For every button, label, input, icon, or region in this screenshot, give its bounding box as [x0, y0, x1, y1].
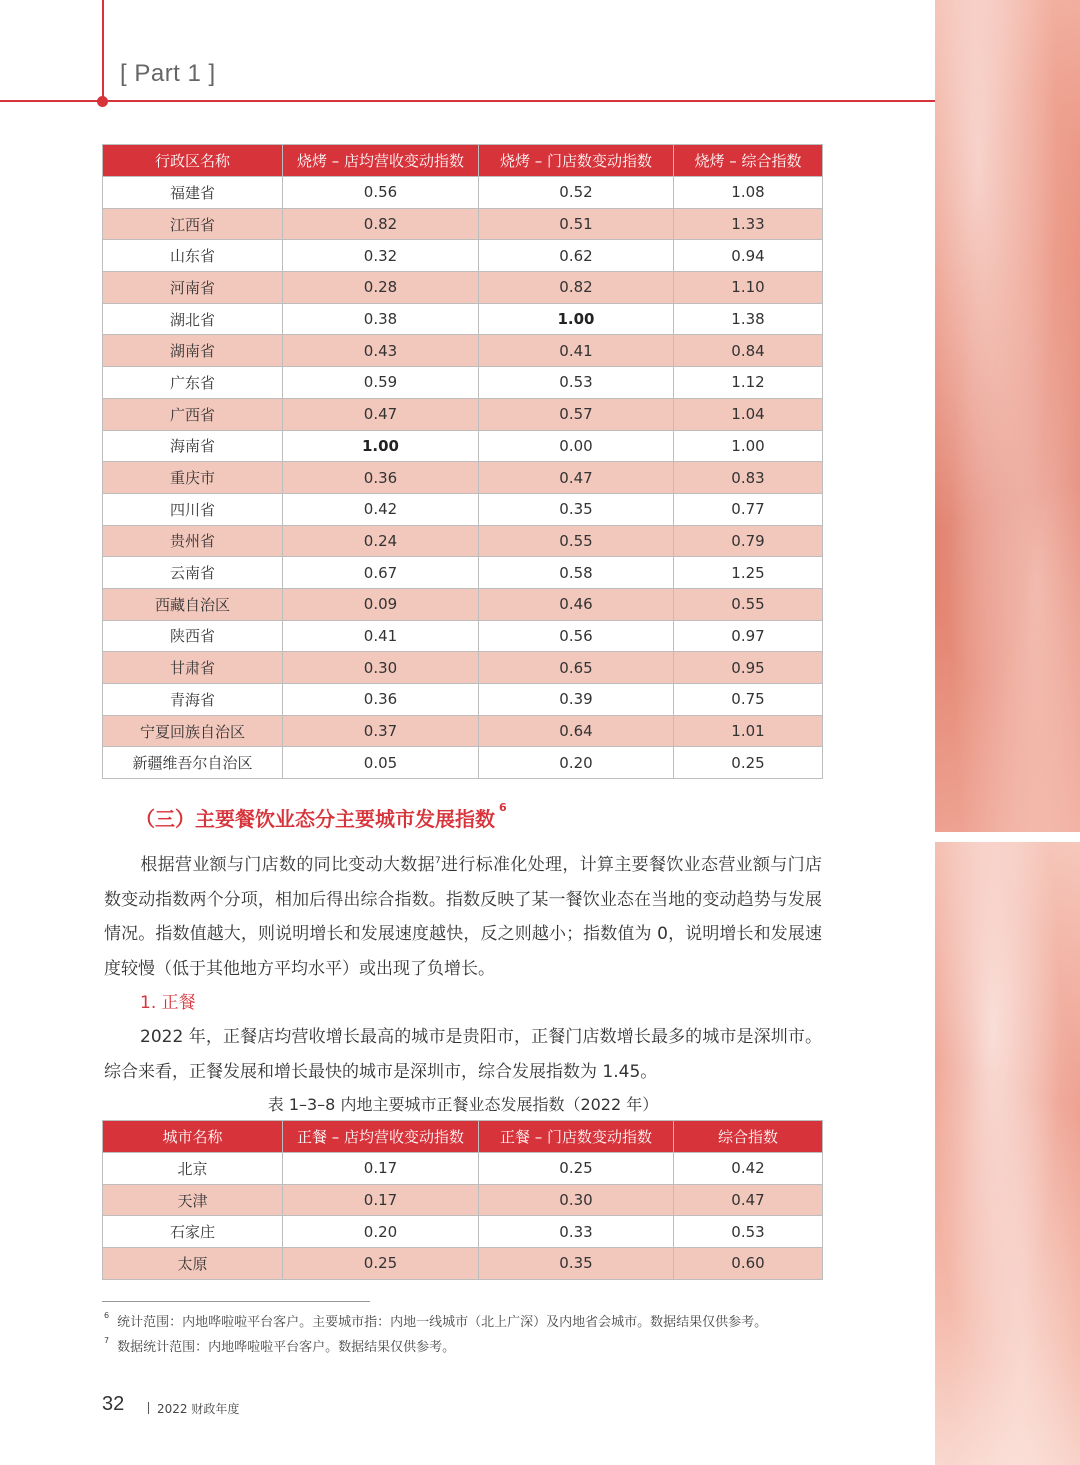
table-row — [103, 1184, 823, 1216]
value-cell: 0.42 — [283, 493, 479, 525]
column-header: 行政区名称 — [103, 145, 283, 177]
value-cell: 0.09 — [283, 588, 479, 620]
paragraph-text: 根据营业额与门店数的同比变动大数据 — [140, 855, 435, 875]
value-cell: 0.25 — [674, 747, 823, 779]
value-cell-highlight: 1.00 — [283, 430, 479, 462]
decorative-photo-top — [935, 0, 1080, 832]
value-cell: 0.57 — [479, 398, 674, 430]
footnote-text: 统计范围：内地哗啦啦平台客户。主要城市指：内地一线城市（北上广深）及内地省会城市。数据结果仅供参考。 — [117, 1315, 768, 1330]
region-cell: 广东省 — [103, 367, 283, 399]
value-cell: 0.35 — [479, 493, 674, 525]
value-cell-highlight: 1.00 — [479, 303, 674, 335]
value-cell: 1.01 — [674, 715, 823, 747]
city-cell: 天津 — [103, 1184, 283, 1216]
footer-separator — [148, 1402, 149, 1414]
value-cell: 0.17 — [283, 1184, 479, 1216]
value-cell: 0.56 — [479, 620, 674, 652]
value-cell: 0.47 — [283, 398, 479, 430]
column-header: 烧烤 – 综合指数 — [674, 145, 823, 177]
value-cell: 0.84 — [674, 335, 823, 367]
value-cell: 0.65 — [479, 652, 674, 684]
value-cell: 0.67 — [283, 557, 479, 589]
value-cell: 0.82 — [479, 272, 674, 304]
value-cell: 0.59 — [283, 367, 479, 399]
value-cell: 1.00 — [674, 430, 823, 462]
value-cell: 0.41 — [283, 620, 479, 652]
region-cell: 新疆维吾尔自治区 — [103, 747, 283, 779]
table-row — [103, 525, 823, 557]
header-dot-marker — [97, 96, 108, 107]
value-cell: 0.95 — [674, 652, 823, 684]
value-cell: 1.08 — [674, 177, 823, 209]
paragraph-text: 2022 年，正餐店均营收增长最高的城市是贵阳市，正餐门店数增长最多的城市是深圳市。综合来看，正餐发展和增长最快的城市是深圳市，综合发展指数为 1.45。 — [104, 1027, 822, 1082]
value-cell: 0.38 — [283, 303, 479, 335]
value-cell: 1.25 — [674, 557, 823, 589]
header-vertical-rule — [102, 0, 104, 102]
footnote-number: 6 — [104, 1311, 110, 1320]
value-cell: 1.10 — [674, 272, 823, 304]
region-cell: 甘肃省 — [103, 652, 283, 684]
value-cell: 0.00 — [479, 430, 674, 462]
table-row — [103, 588, 823, 620]
footnote-7 — [104, 1336, 455, 1355]
value-cell: 0.17 — [283, 1153, 479, 1185]
column-header: 正餐 – 门店数变动指数 — [479, 1121, 674, 1153]
value-cell: 0.20 — [283, 1216, 479, 1248]
paragraph-text: 进行标准化处理，计算主要餐饮业态营业额与门店数变动指数两个分项，相加后得出综合指数。指数反映了某一餐饮业态在当地的变动趋势与发展情况。指数值越大，则说明增长和发展速度越快，反之则越小；指数值为 0，说明增长和发展速度较慢（低于其他地方平均水平）或出现了负增长。 — [104, 855, 822, 979]
value-cell: 1.12 — [674, 367, 823, 399]
region-cell: 湖南省 — [103, 335, 283, 367]
value-cell: 0.82 — [283, 208, 479, 240]
region-cell: 福建省 — [103, 177, 283, 209]
value-cell: 0.35 — [479, 1248, 674, 1280]
table-row — [103, 208, 823, 240]
value-cell: 0.56 — [283, 177, 479, 209]
table-row — [103, 1248, 823, 1280]
column-header: 烧烤 – 门店数变动指数 — [479, 145, 674, 177]
table-row — [103, 430, 823, 462]
city-cell: 北京 — [103, 1153, 283, 1185]
table-row — [103, 747, 823, 779]
value-cell: 1.38 — [674, 303, 823, 335]
table-row — [103, 367, 823, 399]
value-cell: 1.33 — [674, 208, 823, 240]
value-cell: 0.25 — [283, 1248, 479, 1280]
table-row — [103, 493, 823, 525]
value-cell: 0.24 — [283, 525, 479, 557]
value-cell: 0.42 — [674, 1153, 823, 1185]
photo-gap — [935, 832, 1080, 842]
column-header: 城市名称 — [103, 1121, 283, 1153]
column-header: 正餐 – 店均营收变动指数 — [283, 1121, 479, 1153]
footer-publication: 2022 财政年度 — [157, 1402, 240, 1416]
value-cell: 0.43 — [283, 335, 479, 367]
region-cell: 四川省 — [103, 493, 283, 525]
subsection-title: 1. 正餐 — [140, 993, 196, 1013]
footnote-text: 数据统计范围：内地哗啦啦平台客户。数据结果仅供参考。 — [117, 1340, 456, 1355]
region-cell: 重庆市 — [103, 462, 283, 494]
body-paragraph — [104, 1020, 822, 1089]
value-cell: 0.47 — [479, 462, 674, 494]
value-cell: 0.97 — [674, 620, 823, 652]
table-row — [103, 1216, 823, 1248]
value-cell: 0.47 — [674, 1184, 823, 1216]
region-cell: 湖北省 — [103, 303, 283, 335]
value-cell: 0.75 — [674, 684, 823, 716]
value-cell: 0.94 — [674, 240, 823, 272]
region-cell: 贵州省 — [103, 525, 283, 557]
value-cell: 0.32 — [283, 240, 479, 272]
region-cell: 西藏自治区 — [103, 588, 283, 620]
table-row — [103, 272, 823, 304]
region-cell: 青海省 — [103, 684, 283, 716]
value-cell: 0.79 — [674, 525, 823, 557]
city-cell: 石家庄 — [103, 1216, 283, 1248]
column-header: 烧烤 – 店均营收变动指数 — [283, 145, 479, 177]
value-cell: 0.33 — [479, 1216, 674, 1248]
value-cell: 0.05 — [283, 747, 479, 779]
footnote-rule — [102, 1301, 370, 1302]
page-number: 32 — [102, 1393, 125, 1415]
table-header-row — [103, 1121, 823, 1153]
value-cell: 0.52 — [479, 177, 674, 209]
value-cell: 0.30 — [283, 652, 479, 684]
region-cell: 海南省 — [103, 430, 283, 462]
value-cell: 0.37 — [283, 715, 479, 747]
region-cell: 陕西省 — [103, 620, 283, 652]
value-cell: 1.04 — [674, 398, 823, 430]
table-row — [103, 684, 823, 716]
table-row — [103, 177, 823, 209]
value-cell: 0.62 — [479, 240, 674, 272]
header-horizontal-rule — [0, 100, 935, 102]
region-cell: 广西省 — [103, 398, 283, 430]
region-cell: 河南省 — [103, 272, 283, 304]
value-cell: 0.53 — [674, 1216, 823, 1248]
region-cell: 云南省 — [103, 557, 283, 589]
table-row — [103, 715, 823, 747]
table-row — [103, 462, 823, 494]
table-row — [103, 335, 823, 367]
value-cell: 0.28 — [283, 272, 479, 304]
table-row — [103, 240, 823, 272]
table-row — [103, 652, 823, 684]
value-cell: 0.41 — [479, 335, 674, 367]
value-cell: 0.58 — [479, 557, 674, 589]
value-cell: 0.53 — [479, 367, 674, 399]
part-label: [ Part 1 ] — [120, 60, 216, 87]
value-cell: 0.77 — [674, 493, 823, 525]
region-cell: 宁夏回族自治区 — [103, 715, 283, 747]
table-row — [103, 620, 823, 652]
value-cell: 0.46 — [479, 588, 674, 620]
table-row — [103, 303, 823, 335]
section-title — [135, 803, 507, 832]
formal-dining-index-table — [102, 1120, 823, 1280]
decorative-photo-bottom — [935, 842, 1080, 1465]
body-paragraph — [104, 848, 822, 986]
value-cell: 0.20 — [479, 747, 674, 779]
footnote-6 — [104, 1311, 767, 1330]
value-cell: 0.64 — [479, 715, 674, 747]
value-cell: 0.55 — [479, 525, 674, 557]
barbecue-index-table — [102, 144, 823, 779]
region-cell: 山东省 — [103, 240, 283, 272]
table-row — [103, 1153, 823, 1185]
table-row — [103, 557, 823, 589]
footnote-ref: 6 — [499, 801, 507, 814]
value-cell: 0.36 — [283, 684, 479, 716]
value-cell: 0.51 — [479, 208, 674, 240]
city-cell: 太原 — [103, 1248, 283, 1280]
region-cell: 江西省 — [103, 208, 283, 240]
value-cell: 0.30 — [479, 1184, 674, 1216]
column-header: 综合指数 — [674, 1121, 823, 1153]
footnote-number: 7 — [104, 1336, 110, 1345]
table-caption: 表 1–3–8 内地主要城市正餐业态发展指数（2022 年） — [267, 1095, 659, 1114]
table-row — [103, 398, 823, 430]
footnote-ref: 7 — [434, 856, 441, 866]
value-cell: 0.25 — [479, 1153, 674, 1185]
value-cell: 0.36 — [283, 462, 479, 494]
section-title-text: （三）主要餐饮业态分主要城市发展指数 — [135, 807, 495, 831]
value-cell: 0.39 — [479, 684, 674, 716]
value-cell: 0.55 — [674, 588, 823, 620]
value-cell: 0.60 — [674, 1248, 823, 1280]
value-cell: 0.83 — [674, 462, 823, 494]
table-header-row — [103, 145, 823, 177]
